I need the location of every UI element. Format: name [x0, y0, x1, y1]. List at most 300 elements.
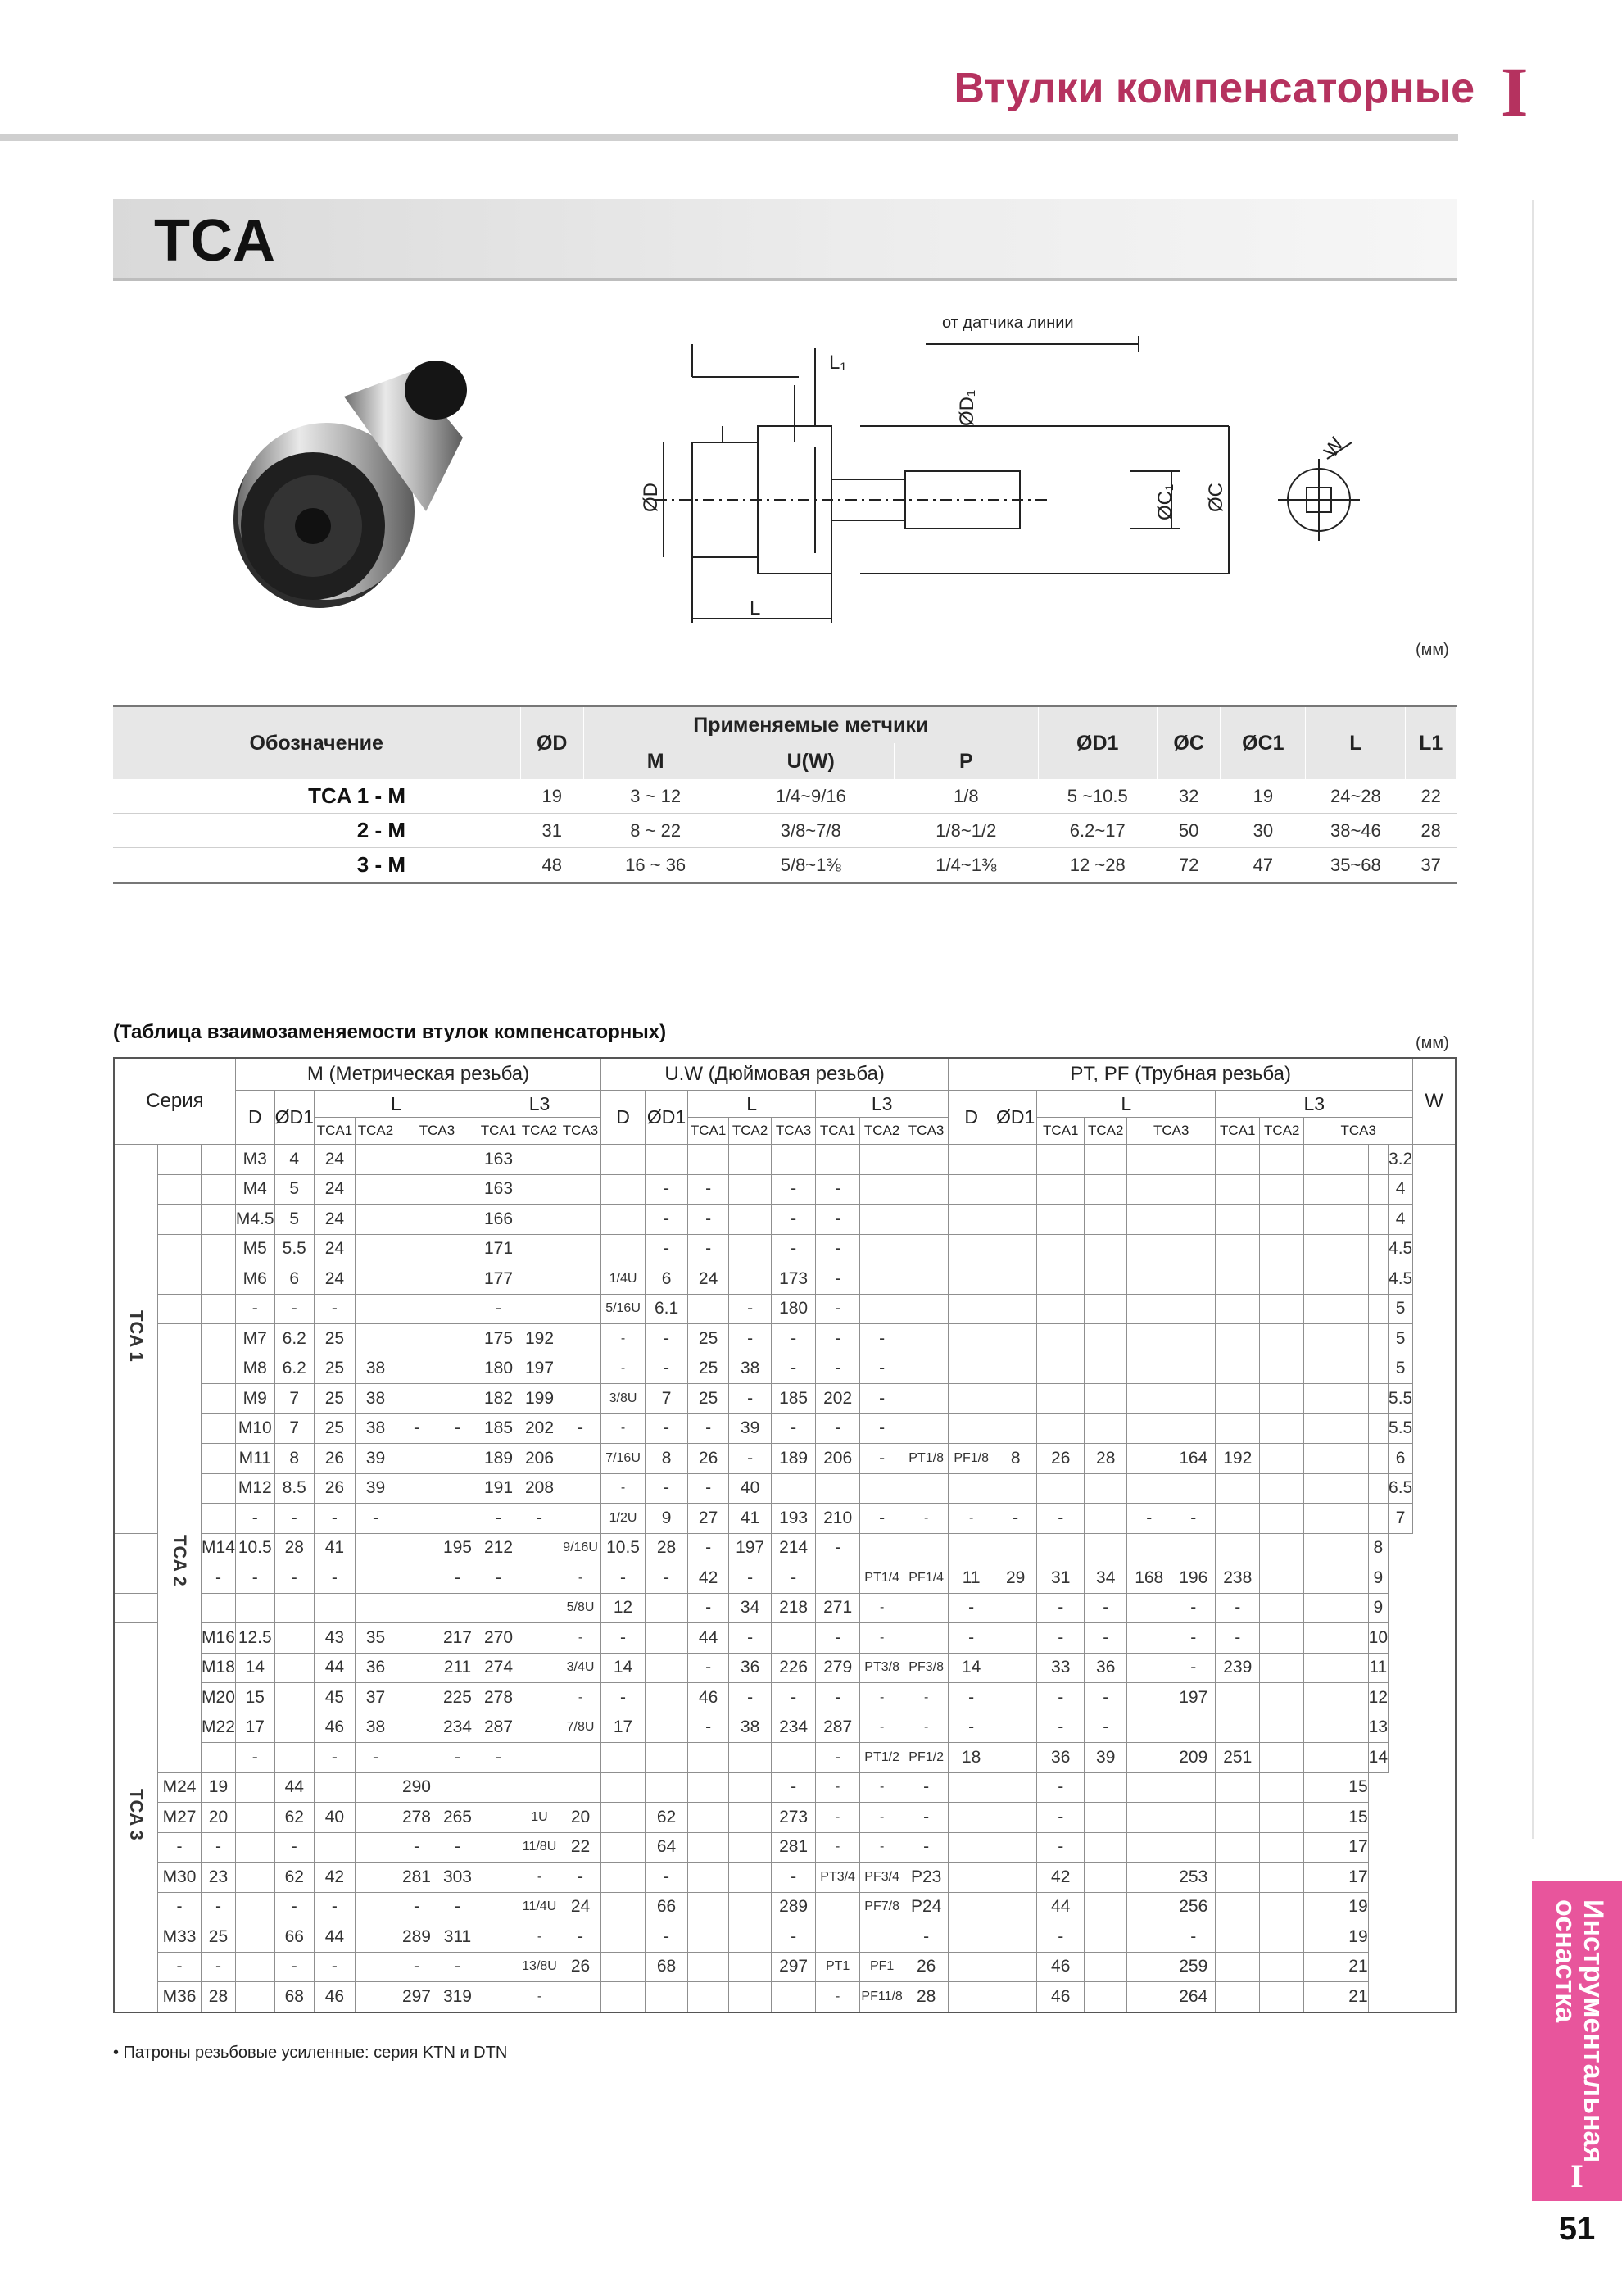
table-cell: - [314, 1563, 355, 1594]
table-row [114, 1892, 1456, 1922]
table-cell: - [994, 1504, 1037, 1534]
table-cell: 5.5 [1389, 1413, 1413, 1444]
col-m-l3-tca2: TCA2 [519, 1118, 560, 1145]
table-cell [1304, 1653, 1348, 1683]
table-cell [601, 1863, 646, 1893]
table-cell [860, 1473, 904, 1504]
series-cell [158, 1294, 202, 1324]
table-cell [355, 1264, 396, 1295]
table-cell: 197 [1171, 1683, 1216, 1713]
table-cell: 6 [274, 1264, 314, 1295]
table-cell: - [396, 1832, 437, 1863]
table-cell [355, 1324, 396, 1354]
spec-cell: 50 [1157, 814, 1220, 848]
table-cell [816, 1892, 860, 1922]
table-cell [601, 1832, 646, 1863]
table-cell: - [314, 1294, 355, 1324]
table-cell: - [314, 1504, 355, 1534]
table-cell [1171, 1533, 1216, 1563]
table-cell [519, 1234, 560, 1264]
table-cell: M27 [158, 1803, 202, 1833]
table-cell [1348, 1533, 1368, 1563]
table-cell: - [601, 1413, 646, 1444]
table-cell: - [1037, 1832, 1085, 1863]
table-cell: - [274, 1563, 314, 1594]
table-cell [1171, 1354, 1216, 1384]
table-row [114, 1982, 1456, 2012]
table-cell [729, 1952, 772, 1982]
table-cell: M8 [235, 1354, 274, 1384]
table-cell: 278 [396, 1803, 437, 1833]
table-cell [1368, 1504, 1388, 1534]
table-cell: - [646, 1205, 688, 1235]
table-cell: - [949, 1683, 994, 1713]
table-cell: M11 [235, 1444, 274, 1474]
table-cell [396, 1354, 437, 1384]
table-cell: - [949, 1623, 994, 1654]
table-cell [994, 1772, 1037, 1803]
table-cell [1304, 1174, 1348, 1205]
table-cell [1085, 1354, 1127, 1384]
table-cell: - [816, 1832, 860, 1863]
table-cell: - [860, 1593, 904, 1623]
table-cell: 297 [772, 1952, 816, 1982]
table-cell [1304, 1952, 1348, 1982]
table-cell [1216, 1713, 1260, 1743]
table-cell [560, 1354, 601, 1384]
series-cell [202, 1294, 236, 1324]
table-cell: 25 [688, 1354, 729, 1384]
table-cell: 234 [772, 1713, 816, 1743]
table-cell: 66 [274, 1922, 314, 1953]
table-cell: - [314, 1743, 355, 1773]
col-p: P [895, 743, 1039, 779]
table-cell [904, 1413, 949, 1444]
table-cell [478, 1922, 519, 1953]
table-cell: 163 [478, 1174, 519, 1205]
table-cell: 28 [274, 1533, 314, 1563]
table-cell [1260, 1264, 1304, 1295]
table-cell [1260, 1593, 1304, 1623]
table-cell [396, 1234, 437, 1264]
table-cell: - [235, 1563, 274, 1594]
table-cell [688, 1743, 729, 1773]
table-cell: 6.2 [274, 1354, 314, 1384]
table-cell: 42 [314, 1863, 355, 1893]
table-cell [1368, 1413, 1388, 1444]
table-cell: 234 [437, 1713, 478, 1743]
table-cell: 44 [314, 1922, 355, 1953]
table-cell [437, 1145, 478, 1175]
table-cell: - [646, 1354, 688, 1384]
table-cell [949, 1803, 994, 1833]
table-cell [478, 1832, 519, 1863]
table-cell [1216, 1533, 1260, 1563]
table-cell: - [729, 1683, 772, 1713]
table-cell: PT1/4 [860, 1563, 904, 1594]
table-cell: 8 [994, 1444, 1037, 1474]
table-cell: 196 [1171, 1563, 1216, 1594]
table-cell: 46 [688, 1683, 729, 1713]
side-panel [1532, 200, 1622, 1839]
table-cell: - [772, 1563, 816, 1594]
spec-cell: 37 [1406, 848, 1457, 883]
table-cell [274, 1623, 314, 1654]
table-cell [560, 1324, 601, 1354]
table-cell: - [560, 1922, 601, 1953]
table-cell [478, 1863, 519, 1893]
table-cell [396, 1683, 437, 1713]
table-cell: 290 [396, 1772, 437, 1803]
table-cell: PF1/2 [904, 1743, 949, 1773]
table-cell: M5 [235, 1234, 274, 1264]
table-cell [1127, 1743, 1171, 1773]
table-cell [1216, 1473, 1260, 1504]
table-cell: M14 [202, 1533, 236, 1563]
table-cell [1127, 1444, 1171, 1474]
table-cell [904, 1384, 949, 1414]
table-cell: 25 [688, 1384, 729, 1414]
table-cell [1304, 1743, 1348, 1773]
table-cell [1171, 1473, 1216, 1504]
series-label: TCA 3 [126, 1789, 147, 1841]
table-cell: - [646, 1563, 688, 1594]
table-cell [994, 1952, 1037, 1982]
table-cell: 6.5 [1389, 1473, 1413, 1504]
table-cell [646, 1743, 688, 1773]
table-cell: 289 [772, 1892, 816, 1922]
table-row [114, 1234, 1456, 1264]
spec-cell: 1/8~1/2 [895, 814, 1039, 848]
table-cell [688, 1772, 729, 1803]
table-cell [437, 1772, 478, 1803]
spec-unit: (мм) [1416, 641, 1449, 659]
table-cell [1348, 1504, 1368, 1534]
table-cell: 31 [1037, 1563, 1085, 1594]
table-cell: - [314, 1952, 355, 1982]
table-cell [1216, 1504, 1260, 1534]
table-cell: 10.5 [235, 1533, 274, 1563]
table-cell: 4.5 [1389, 1264, 1413, 1295]
table-cell [904, 1205, 949, 1235]
table-cell: 22 [560, 1832, 601, 1863]
table-cell [1171, 1174, 1216, 1205]
table-cell [519, 1593, 560, 1623]
table-row [114, 1563, 1456, 1594]
table-cell [1304, 1324, 1348, 1354]
table-cell [1260, 1145, 1304, 1175]
spec-cell: 8 ~ 22 [583, 814, 727, 848]
table-cell: - [860, 1354, 904, 1384]
model-title: TCA [154, 208, 275, 274]
table-cell [1216, 1832, 1260, 1863]
table-cell [1085, 1294, 1127, 1324]
table-cell [904, 1294, 949, 1324]
table-cell: M6 [235, 1264, 274, 1295]
table-cell: - [396, 1892, 437, 1922]
table-cell: - [949, 1504, 994, 1534]
table-cell [355, 1982, 396, 2012]
table-cell: - [519, 1922, 560, 1953]
table-cell: 5/8U [560, 1593, 601, 1623]
table-cell [1127, 1653, 1171, 1683]
series-cell [158, 1205, 202, 1235]
table-cell [396, 1294, 437, 1324]
table-cell [601, 1922, 646, 1953]
col-l1: L1 [1406, 706, 1457, 780]
table-cell: 5 [1389, 1294, 1413, 1324]
table-cell: - [816, 1772, 860, 1803]
table-cell: - [772, 1863, 816, 1893]
side-tab-text-2: оснастка [1550, 1899, 1581, 2023]
col-inch-l: L [688, 1091, 816, 1118]
series-cell [114, 1533, 158, 1563]
table-cell [437, 1264, 478, 1295]
table-cell: 9 [646, 1504, 688, 1534]
table-cell [396, 1743, 437, 1773]
table-cell [1348, 1563, 1368, 1594]
table-cell [519, 1205, 560, 1235]
series-cell [158, 1324, 202, 1354]
table-cell [994, 1324, 1037, 1354]
table-cell [904, 1264, 949, 1295]
table-cell: - [816, 1623, 860, 1654]
table-cell [994, 1683, 1037, 1713]
spec-cell: 28 [1406, 814, 1457, 848]
interchange-caption: (Таблица взаимозаменяемости втулок компенсаторных) [113, 1021, 667, 1043]
dim-c: ØC [1205, 483, 1227, 512]
page-number: 51 [1558, 2211, 1596, 2247]
table-cell [355, 1234, 396, 1264]
table-cell: M33 [158, 1922, 202, 1953]
table-cell: - [729, 1294, 772, 1324]
table-cell [1368, 1264, 1388, 1295]
table-cell [1348, 1413, 1368, 1444]
table-cell: PF3/8 [904, 1653, 949, 1683]
table-cell [1260, 1384, 1304, 1414]
spec-cell: 38~46 [1306, 814, 1406, 848]
table-row [114, 1593, 1456, 1623]
table-cell [994, 1593, 1037, 1623]
table-cell [1260, 1832, 1304, 1863]
table-row [114, 1533, 1456, 1563]
table-cell: - [860, 1832, 904, 1863]
table-cell: 44 [274, 1772, 314, 1803]
table-cell [437, 1384, 478, 1414]
table-cell: 287 [816, 1713, 860, 1743]
table-cell: 26 [314, 1444, 355, 1474]
table-cell: - [729, 1444, 772, 1474]
table-cell: 24 [314, 1145, 355, 1175]
product-photo [221, 347, 492, 618]
table-cell [1304, 1205, 1348, 1235]
table-cell [994, 1743, 1037, 1773]
table-cell [1260, 1683, 1304, 1713]
table-cell [1304, 1593, 1348, 1623]
table-cell [355, 1922, 396, 1953]
table-cell [1127, 1264, 1171, 1295]
table-cell [235, 1952, 274, 1982]
series-cell [114, 1145, 158, 1534]
table-cell: 38 [355, 1384, 396, 1414]
table-cell [1348, 1743, 1368, 1773]
table-cell: 5 [1389, 1324, 1413, 1354]
table-cell: 192 [1216, 1444, 1260, 1474]
table-cell: - [860, 1803, 904, 1833]
table-cell [560, 1444, 601, 1474]
table-cell [1304, 1892, 1348, 1922]
drawing-note: от датчика линии [942, 314, 1074, 332]
table-cell [1127, 1413, 1171, 1444]
table-cell [396, 1713, 437, 1743]
table-cell [688, 1294, 729, 1324]
table-cell: 206 [519, 1444, 560, 1474]
table-cell: 163 [478, 1145, 519, 1175]
table-cell: - [158, 1892, 202, 1922]
table-cell [1260, 1205, 1304, 1235]
table-cell [478, 1952, 519, 1982]
table-cell [1368, 1444, 1388, 1474]
spec-cell: 31 [520, 814, 583, 848]
table-cell [772, 1473, 816, 1504]
table-cell [396, 1384, 437, 1414]
table-cell: 4 [1389, 1205, 1413, 1235]
table-cell [1348, 1294, 1368, 1324]
table-cell: - [729, 1623, 772, 1654]
table-cell [1085, 1952, 1127, 1982]
spec-cell: 19 [520, 779, 583, 814]
table-cell [396, 1593, 437, 1623]
table-cell [1260, 1892, 1304, 1922]
table-cell: 311 [437, 1922, 478, 1953]
table-cell [478, 1772, 519, 1803]
table-cell [1304, 1294, 1348, 1324]
table-cell [994, 1832, 1037, 1863]
table-cell: 214 [772, 1533, 816, 1563]
spec-cell: 5 ~10.5 [1038, 779, 1157, 814]
table-cell: 192 [519, 1324, 560, 1354]
spec-cell: 24~28 [1306, 779, 1406, 814]
col-pipe-l3: L3 [1216, 1091, 1413, 1118]
table-cell: - [904, 1713, 949, 1743]
table-cell: 28 [1085, 1444, 1127, 1474]
table-cell [437, 1444, 478, 1474]
table-cell: 259 [1171, 1952, 1216, 1982]
table-cell [1085, 1205, 1127, 1235]
table-cell: 14 [949, 1653, 994, 1683]
table-cell: - [437, 1892, 478, 1922]
table-cell: - [1216, 1623, 1260, 1654]
table-cell: - [816, 1174, 860, 1205]
table-cell [1171, 1324, 1216, 1354]
table-cell [437, 1354, 478, 1384]
table-cell: - [772, 1683, 816, 1713]
table-cell [816, 1473, 860, 1504]
table-cell: 38 [729, 1713, 772, 1743]
table-cell [1037, 1384, 1085, 1414]
table-cell: 6 [1389, 1444, 1413, 1474]
table-cell: - [904, 1504, 949, 1534]
table-cell: - [860, 1713, 904, 1743]
table-cell: 251 [1216, 1743, 1260, 1773]
table-cell: - [1037, 1593, 1085, 1623]
table-cell: 8 [274, 1444, 314, 1474]
table-cell [1171, 1294, 1216, 1324]
col-pipe-d: D [949, 1091, 994, 1145]
table-cell [235, 1863, 274, 1893]
spec-cell: 22 [1406, 779, 1457, 814]
table-cell [519, 1743, 560, 1773]
table-cell: - [688, 1473, 729, 1504]
table-cell: 238 [1216, 1563, 1260, 1594]
table-cell [1085, 1174, 1127, 1205]
footnote: • Патроны резьбовые усиленные: серия KTN и DTN [113, 2044, 508, 2062]
table-cell: - [772, 1174, 816, 1205]
series-cell [158, 1234, 202, 1264]
table-cell [601, 1892, 646, 1922]
table-cell: - [560, 1683, 601, 1713]
table-cell: 46 [314, 1713, 355, 1743]
table-cell [1348, 1713, 1368, 1743]
col-d: ØD [520, 706, 583, 780]
dim-d1: ØD₁ [956, 389, 978, 426]
table-cell [1368, 1234, 1388, 1264]
table-cell [1260, 1623, 1304, 1654]
table-cell [994, 1863, 1037, 1893]
table-cell: 166 [478, 1205, 519, 1235]
table-cell: 281 [396, 1863, 437, 1893]
col-uw: U(W) [727, 743, 895, 779]
table-cell: 62 [646, 1803, 688, 1833]
table-cell: - [772, 1413, 816, 1444]
table-cell [1127, 1952, 1171, 1982]
table-cell: - [235, 1294, 274, 1324]
dim-d: ØD [640, 483, 662, 512]
table-cell [1171, 1384, 1216, 1414]
table-cell [646, 1145, 688, 1175]
table-cell [1216, 1413, 1260, 1444]
table-cell: 11/4U [519, 1892, 560, 1922]
table-cell: - [816, 1743, 860, 1773]
table-cell: - [688, 1653, 729, 1683]
table-cell [519, 1683, 560, 1713]
table-cell [904, 1234, 949, 1264]
table-cell: 68 [274, 1982, 314, 2012]
table-cell [994, 1354, 1037, 1384]
table-row [114, 1653, 1456, 1683]
table-cell [949, 1982, 994, 2012]
table-cell: - [601, 1623, 646, 1654]
table-cell: - [860, 1623, 904, 1654]
spec-cell: 3/8~7/8 [727, 814, 895, 848]
table-cell: PF7/8 [860, 1892, 904, 1922]
table-cell [1348, 1264, 1368, 1295]
table-cell [437, 1504, 478, 1534]
table-row [114, 1863, 1456, 1893]
table-cell: - [1171, 1653, 1216, 1683]
table-cell: M4 [235, 1174, 274, 1205]
table-cell [904, 1174, 949, 1205]
table-cell: - [355, 1504, 396, 1534]
table-cell: 171 [478, 1234, 519, 1264]
series-cell [202, 1264, 236, 1295]
side-tab-text-1: Инструментальная [1578, 1899, 1609, 2163]
interchange-unit: (мм) [1416, 1034, 1449, 1052]
table-cell [478, 1593, 519, 1623]
table-cell: - [478, 1563, 519, 1594]
table-cell: 271 [816, 1593, 860, 1623]
table-cell: M36 [158, 1982, 202, 2012]
